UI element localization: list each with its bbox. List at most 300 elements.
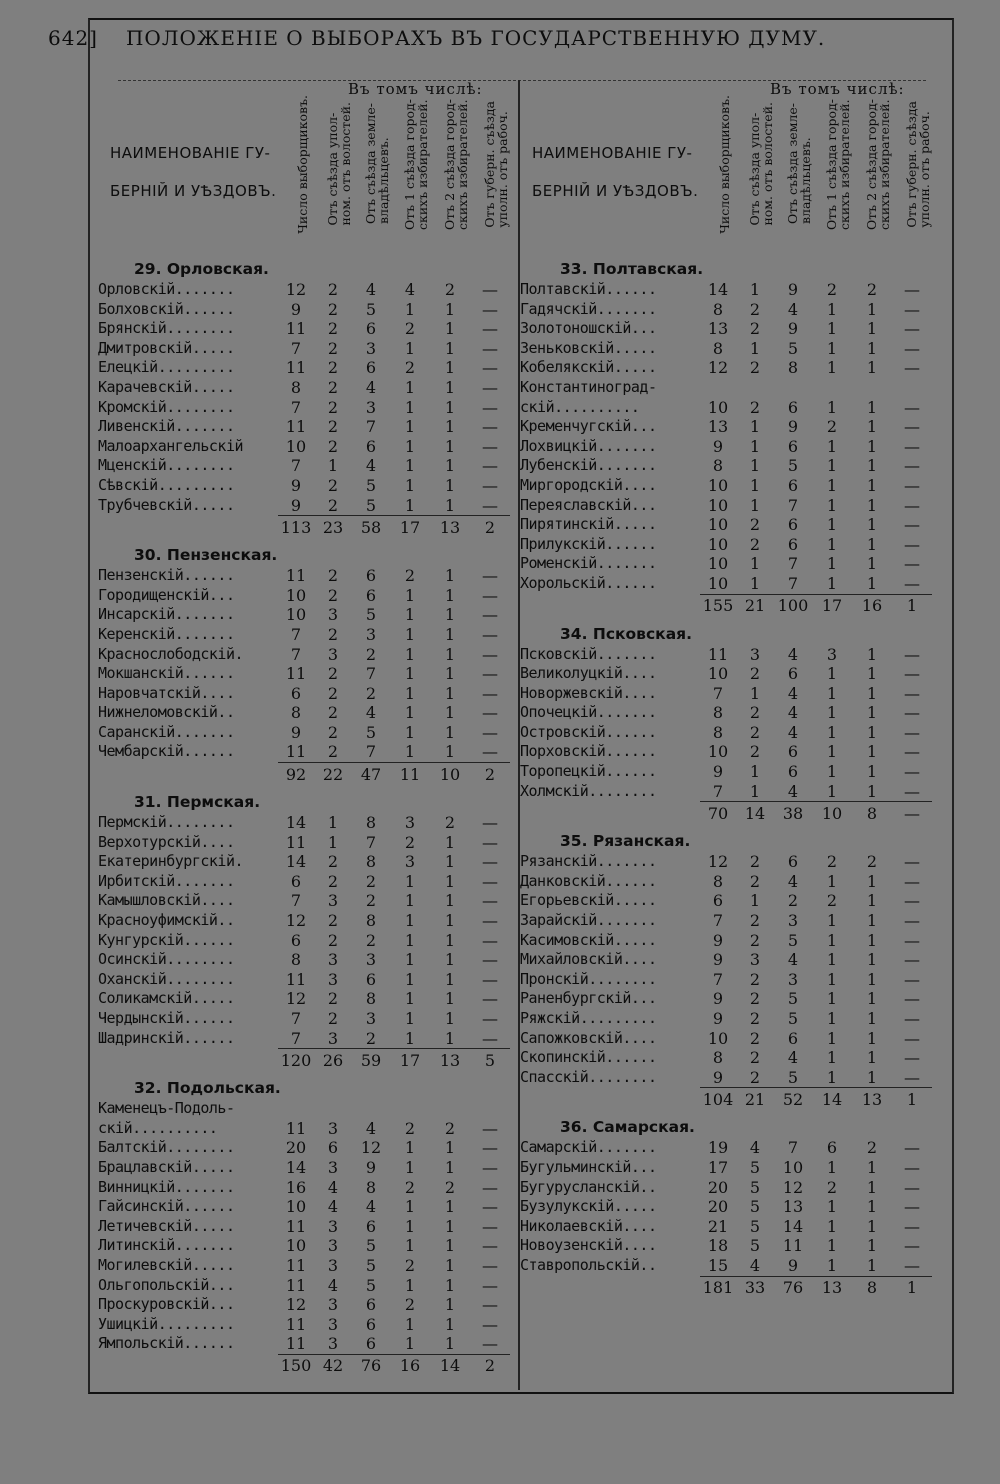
value-cell: — [482, 703, 498, 723]
value-cell: 1 [404, 1216, 416, 1236]
value-cell: 2 [749, 1048, 761, 1068]
value-cell: 19 [707, 1138, 729, 1158]
district-name: Могилевскій..... [98, 1255, 235, 1274]
value-cell: 2 [826, 852, 838, 872]
value-cell: 1 [866, 573, 878, 593]
total-cell: 181 [702, 1278, 734, 1298]
value-cell: — [482, 1157, 498, 1177]
value-cell: — [482, 624, 498, 644]
district-name: Мокшанскій...... [98, 664, 235, 683]
value-cell: 15 [707, 1255, 729, 1275]
right-name-header [532, 134, 702, 210]
value-cell: 1 [749, 436, 761, 456]
district-name: Гайсинскій...... [98, 1197, 235, 1216]
value-cell: 1 [444, 1236, 456, 1256]
province-total-row [278, 515, 510, 538]
value-cell: 2 [365, 891, 377, 911]
value-cell: 1 [826, 534, 838, 554]
value-cell: 12 [782, 1177, 804, 1197]
province-section [520, 623, 940, 825]
value-cell: 8 [712, 871, 724, 891]
value-cell: 1 [444, 722, 456, 742]
value-cell: 1 [404, 969, 416, 989]
district-name: Полтавскій...... [520, 280, 657, 298]
value-cell: 1 [826, 969, 838, 989]
value-cell: 8 [712, 456, 724, 476]
value-cell: 13 [782, 1197, 804, 1217]
district-name: Кунгурскій...... [98, 930, 235, 949]
value-cell: 3 [404, 852, 416, 872]
value-cell: 8 [712, 299, 724, 319]
value-cell: — [482, 1236, 498, 1256]
district-name: Брацлавскій..... [98, 1157, 235, 1176]
district-row [98, 813, 518, 833]
value-cell: 2 [749, 930, 761, 950]
value-cell: 2 [327, 664, 339, 684]
value-cell: 10 [707, 534, 729, 554]
district-name: Ушицкій......... [98, 1314, 235, 1333]
total-cell: 10 [821, 803, 843, 823]
value-cell: 3 [365, 397, 377, 417]
value-cell: 1 [444, 1028, 456, 1048]
value-cell: 1 [866, 664, 878, 684]
value-cell: 2 [327, 280, 339, 299]
right-table-head [520, 78, 940, 258]
total-cell: 100 [777, 596, 809, 615]
value-cell: 17 [707, 1157, 729, 1177]
total-cell: 2 [484, 1356, 496, 1376]
district-name: Миргородскій.... [520, 475, 657, 494]
value-cell: 2 [404, 1255, 416, 1275]
value-cell: 10 [285, 605, 307, 625]
value-cell: 4 [787, 644, 799, 664]
value-cell: 10 [707, 515, 729, 535]
value-cell: 10 [707, 397, 729, 417]
value-cell: — [904, 722, 920, 742]
value-cell: 1 [826, 515, 838, 535]
value-cell: 1 [444, 969, 456, 989]
value-cell: 21 [707, 1216, 729, 1236]
value-cell: 1 [444, 832, 456, 852]
district-name: Ставропольскій.. [520, 1255, 657, 1274]
district-name: Осинскій........ [98, 950, 235, 969]
value-cell: 1 [866, 742, 878, 762]
value-cell: 1 [866, 1048, 878, 1068]
value-cell: 4 [327, 1177, 339, 1197]
district-row [98, 1119, 518, 1139]
total-cell: 155 [702, 596, 734, 615]
value-cell: 7 [290, 1009, 302, 1028]
value-cell: — [904, 891, 920, 911]
district-row [98, 437, 518, 457]
district-name: Опочецкій....... [520, 703, 657, 722]
value-cell: 10 [285, 436, 307, 456]
value-cell: 1 [404, 605, 416, 625]
total-cell: 92 [285, 764, 307, 784]
district-name: Кременчугскій... [520, 417, 657, 436]
value-cell: 2 [404, 1177, 416, 1197]
value-cell: 1 [404, 338, 416, 358]
value-cell: 2 [404, 832, 416, 852]
value-cell: 12 [285, 280, 307, 299]
district-name: Ямпольскій...... [98, 1334, 235, 1353]
value-cell: 1 [444, 456, 456, 476]
value-cell: 1 [404, 377, 416, 397]
value-cell: 1 [866, 1028, 878, 1048]
district-row [98, 398, 518, 418]
district-name: Орловскій....... [98, 280, 235, 298]
value-cell: 1 [866, 417, 878, 437]
value-cell: — [482, 397, 498, 417]
value-cell: — [482, 911, 498, 931]
value-cell: 8 [712, 703, 724, 723]
district-name: Бугульминскій... [520, 1157, 657, 1176]
value-cell: 1 [866, 1197, 878, 1217]
value-cell: 2 [749, 534, 761, 554]
value-cell: 1 [826, 338, 838, 358]
district-row [520, 456, 940, 476]
district-name: Городищенскій... [98, 585, 235, 604]
district-row [520, 703, 940, 723]
value-cell: 7 [290, 456, 302, 476]
page-title: ПОЛОЖЕНІЕ О ВЫБОРАХЪ ВЪ ГОСУДАРСТВЕННУЮ ДУМУ. [125, 26, 826, 50]
value-cell: 4 [787, 703, 799, 723]
value-cell: 7 [712, 911, 724, 931]
value-cell: 4 [365, 377, 377, 397]
value-cell: 7 [365, 742, 377, 762]
col-head-workers: Отъ губерн. съѣзда уполн. отъ рабоч. [482, 100, 510, 228]
total-cell: 17 [399, 1050, 421, 1070]
value-cell: 7 [712, 969, 724, 989]
total-cell: 23 [322, 517, 344, 537]
total-cell: 11 [399, 764, 421, 784]
value-cell: 2 [404, 1295, 416, 1315]
district-name: Пронскій........ [520, 969, 657, 988]
value-cell: 2 [327, 377, 339, 397]
value-cell: 2 [826, 1177, 838, 1197]
value-cell: 1 [444, 495, 456, 515]
district-name: Хорольскій...... [520, 573, 657, 592]
value-cell: — [482, 1216, 498, 1236]
total-cell: 150 [280, 1356, 312, 1376]
value-cell: 1 [749, 456, 761, 476]
value-cell: 1 [749, 573, 761, 593]
value-cell: 6 [787, 534, 799, 554]
value-cell: — [904, 475, 920, 495]
district-row [98, 950, 518, 970]
value-cell: 4 [787, 722, 799, 742]
value-cell: 5 [787, 338, 799, 358]
value-cell: 1 [327, 456, 339, 476]
value-cell: 5 [787, 1009, 799, 1028]
value-cell: 3 [404, 813, 416, 833]
value-cell: 1 [866, 950, 878, 970]
value-cell: 2 [749, 742, 761, 762]
value-cell: 1 [866, 911, 878, 931]
province-section [520, 258, 940, 617]
col-head-volost: Отъ съѣзда упол- ном. отъ волостей. [325, 102, 353, 226]
total-cell: 13 [439, 517, 461, 537]
value-cell: 1 [866, 969, 878, 989]
col-head-city1: Отъ 1 съѣзда город- скихъ избирателей. [824, 98, 852, 230]
value-cell: 9 [787, 280, 799, 299]
value-cell: 3 [327, 969, 339, 989]
name-header-line2: БЕРНІЙ И УѢЗДОВЪ. [110, 182, 277, 200]
value-cell: 1 [866, 338, 878, 358]
value-cell: 6 [365, 319, 377, 339]
value-cell: 1 [444, 397, 456, 417]
value-cell: — [482, 1177, 498, 1197]
value-cell: 1 [866, 1255, 878, 1275]
district-name: Новоузенскій.... [520, 1236, 657, 1255]
value-cell: 2 [749, 722, 761, 742]
value-cell: 3 [365, 624, 377, 644]
district-row [98, 891, 518, 911]
value-cell: 2 [749, 358, 761, 378]
value-cell: — [482, 852, 498, 872]
district-row [520, 742, 940, 762]
value-cell: — [482, 338, 498, 358]
left-column [98, 78, 518, 1383]
value-cell: 6 [290, 930, 302, 950]
total-cell: 17 [821, 596, 843, 615]
district-row [98, 1276, 518, 1296]
value-cell: 1 [444, 566, 456, 586]
value-cell: 9 [290, 299, 302, 319]
value-cell: — [482, 605, 498, 625]
col-head-landowners: Отъ съѣзда земле- владѣльцевъ. [363, 103, 391, 225]
province-title: 32. Подольская. [134, 1079, 281, 1098]
value-cell: 1 [404, 1009, 416, 1028]
value-cell: 6 [365, 1314, 377, 1334]
value-cell: — [904, 397, 920, 417]
province-title: 33. Полтавская. [560, 260, 704, 278]
value-cell: 1 [444, 338, 456, 358]
value-cell: 1 [444, 989, 456, 1009]
value-cell: 1 [866, 1236, 878, 1256]
value-cell: 7 [787, 1138, 799, 1158]
value-cell: 6 [787, 762, 799, 782]
value-cell: 1 [404, 1028, 416, 1048]
value-cell: 1 [444, 1157, 456, 1177]
value-cell: 1 [444, 1009, 456, 1028]
value-cell: 5 [365, 299, 377, 319]
value-cell: 2 [749, 664, 761, 684]
value-cell: — [904, 930, 920, 950]
value-cell: 1 [444, 417, 456, 437]
total-cell: 52 [782, 1089, 804, 1109]
value-cell: 20 [285, 1138, 307, 1158]
value-cell: 2 [327, 683, 339, 703]
district-row [520, 398, 940, 418]
district-name: Холмскій........ [520, 781, 657, 800]
value-cell: 6 [290, 871, 302, 891]
value-cell: 5 [787, 989, 799, 1009]
left-table-head [98, 78, 518, 258]
value-cell: 4 [365, 1197, 377, 1217]
right-column [520, 78, 940, 1305]
value-cell: 6 [826, 1138, 838, 1158]
total-cell: 8 [866, 803, 878, 823]
value-cell: 2 [866, 852, 878, 872]
total-cell: — [904, 803, 920, 823]
value-cell: 1 [826, 358, 838, 378]
value-cell: 6 [787, 1028, 799, 1048]
value-cell: 4 [749, 1255, 761, 1275]
value-cell: — [904, 573, 920, 593]
district-name: Прилукскій...... [520, 534, 657, 553]
value-cell: 11 [285, 319, 307, 339]
province-section [98, 544, 518, 785]
district-name: Ольгопольскій... [98, 1275, 235, 1294]
in-number-label: Въ томъ числѣ: [770, 80, 905, 98]
value-cell: — [904, 299, 920, 319]
value-cell: 9 [787, 1255, 799, 1275]
district-name: Чердынскій...... [98, 1009, 235, 1027]
value-cell: — [904, 319, 920, 339]
district-name: Бугурусланскій.. [520, 1177, 657, 1196]
value-cell: — [482, 566, 498, 586]
value-cell: 5 [365, 1275, 377, 1295]
value-cell: 3 [787, 911, 799, 931]
district-name: Трубчевскій..... [98, 495, 235, 514]
value-cell: 1 [826, 495, 838, 515]
value-cell: 7 [290, 397, 302, 417]
value-cell: 2 [327, 703, 339, 723]
district-name: Данковскій...... [520, 871, 657, 890]
district-name: Летичевскій..... [98, 1216, 235, 1235]
value-cell: 10 [707, 554, 729, 574]
value-cell: 1 [866, 436, 878, 456]
value-cell: 1 [444, 742, 456, 762]
value-cell: 14 [285, 852, 307, 872]
district-row [520, 911, 940, 931]
value-cell: 1 [444, 1334, 456, 1354]
value-cell: 2 [327, 624, 339, 644]
value-cell: 1 [826, 683, 838, 703]
value-cell: 4 [787, 950, 799, 970]
col-head-workers: Отъ губерн. съѣзда уполн. отъ рабоч. [904, 100, 932, 228]
value-cell: 2 [327, 585, 339, 605]
total-cell: 22 [322, 764, 344, 784]
district-row [520, 970, 940, 990]
district-name: Спасскій........ [520, 1067, 657, 1086]
district-name: Чембарскій...... [98, 742, 235, 761]
value-cell: 11 [285, 1255, 307, 1275]
value-cell: 5 [787, 1067, 799, 1087]
value-cell: 1 [866, 319, 878, 339]
value-cell: 3 [327, 1255, 339, 1275]
value-cell: 1 [444, 319, 456, 339]
value-cell: 2 [444, 280, 456, 299]
value-cell: — [482, 1138, 498, 1158]
value-cell: 1 [444, 1255, 456, 1275]
value-cell: 14 [707, 280, 729, 299]
value-cell: 1 [826, 573, 838, 593]
value-cell: 3 [327, 1334, 339, 1354]
value-cell: — [482, 417, 498, 437]
district-name: Порховскій...... [520, 742, 657, 761]
value-cell: 5 [365, 1255, 377, 1275]
district-row [98, 1009, 518, 1029]
value-cell: 1 [826, 397, 838, 417]
col-head-volost: Отъ съѣзда упол- ном. отъ волостей. [747, 102, 775, 226]
value-cell: 8 [290, 950, 302, 970]
value-cell: 2 [365, 644, 377, 664]
value-cell: — [904, 664, 920, 684]
district-row [520, 496, 940, 516]
value-cell: 1 [404, 299, 416, 319]
district-row [98, 1315, 518, 1335]
value-cell: — [904, 1048, 920, 1068]
value-cell: 11 [285, 417, 307, 437]
district-name: Камышловскій.... [98, 891, 235, 910]
district-name: Кобелякскій..... [520, 358, 657, 377]
district-row [520, 684, 940, 704]
value-cell: 2 [327, 911, 339, 931]
value-cell: 4 [787, 871, 799, 891]
district-row [520, 300, 940, 320]
value-cell: 1 [444, 475, 456, 495]
value-cell: 2 [749, 871, 761, 891]
value-cell: 1 [404, 1157, 416, 1177]
total-cell: 59 [360, 1050, 382, 1070]
value-cell: 2 [444, 813, 456, 833]
district-name: Касимовскій..... [520, 930, 657, 949]
value-cell: 1 [826, 742, 838, 762]
value-cell: 6 [365, 566, 377, 586]
total-cell: 76 [360, 1356, 382, 1376]
district-name: Кромскій........ [98, 397, 235, 416]
district-name: Мценскій........ [98, 456, 235, 475]
value-cell: 11 [285, 1334, 307, 1354]
district-row [520, 515, 940, 535]
value-cell: 1 [866, 891, 878, 911]
value-cell: — [904, 911, 920, 931]
total-cell: 113 [280, 517, 312, 537]
right-table-body [520, 258, 940, 1299]
value-cell: 4 [749, 1138, 761, 1158]
value-cell: 8 [712, 338, 724, 358]
value-cell: — [904, 1009, 920, 1028]
value-cell: 6 [327, 1138, 339, 1158]
value-cell: — [482, 436, 498, 456]
value-cell: 8 [365, 989, 377, 1009]
value-cell: 7 [712, 781, 724, 801]
value-cell: 5 [365, 1236, 377, 1256]
value-cell: — [482, 1255, 498, 1275]
district-row [520, 1068, 940, 1088]
value-cell: — [482, 871, 498, 891]
value-cell: 10 [707, 573, 729, 593]
value-cell: 2 [749, 319, 761, 339]
value-cell: 3 [327, 1028, 339, 1048]
district-name: Роменскій....... [520, 554, 657, 573]
value-cell: 6 [365, 436, 377, 456]
district-name: Литинскій....... [98, 1236, 235, 1255]
district-row [98, 684, 518, 704]
value-cell: 1 [404, 456, 416, 476]
district-name: Сѣвскій......... [98, 475, 235, 494]
district-name: Егорьевскій..... [520, 891, 657, 910]
district-row [98, 989, 518, 1009]
value-cell: 1 [404, 950, 416, 970]
province-total-row [278, 1354, 510, 1377]
value-cell: 6 [787, 664, 799, 684]
value-cell: 1 [749, 338, 761, 358]
value-cell: 1 [866, 1216, 878, 1236]
value-cell: 1 [866, 683, 878, 703]
